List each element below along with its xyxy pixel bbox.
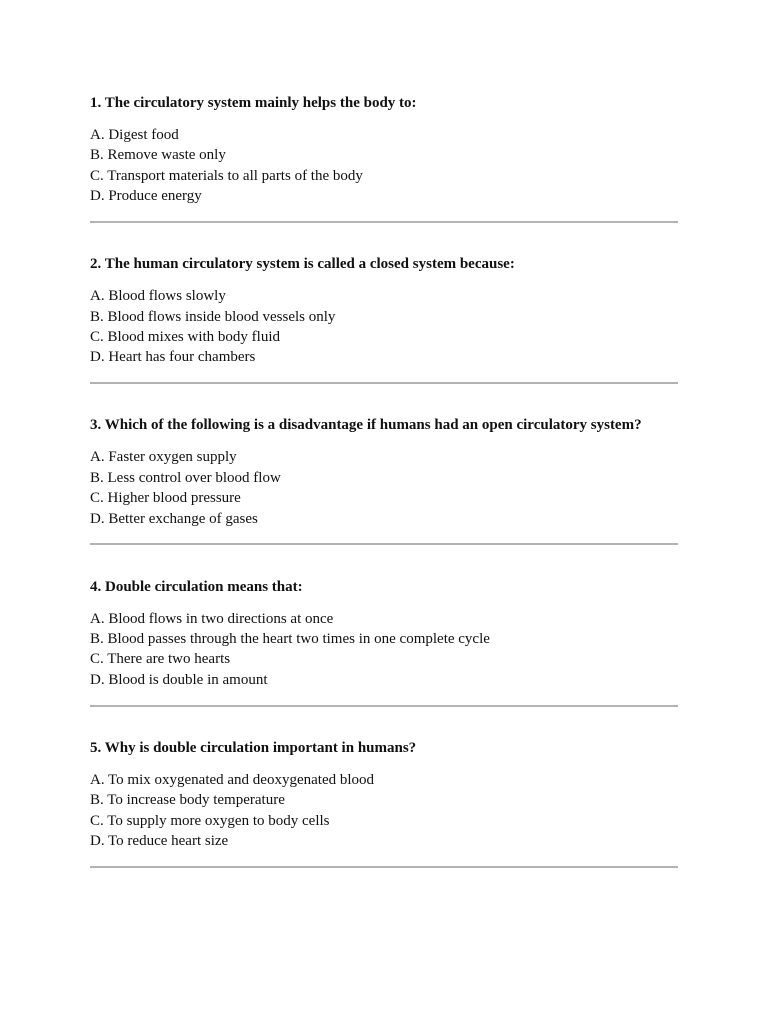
question-1 [90, 92, 678, 253]
option-b: B. Less control over blood flow [90, 469, 281, 486]
divider [90, 866, 678, 868]
option-list [90, 609, 678, 691]
option-c: C. Blood mixes with body fluid [90, 329, 281, 345]
question-title: 4. Double circulation means that: [90, 578, 303, 595]
option-a: A. To mix oxygenated and deoxygenated blood [90, 771, 375, 788]
question-3 [90, 414, 678, 575]
option-d: D. Blood is double in amount [90, 671, 268, 688]
option-a: A. Faster oxygen supply [90, 449, 237, 466]
option-d: D. Heart has four chambers [90, 349, 256, 366]
divider [90, 543, 678, 545]
quiz-document [90, 92, 678, 898]
question-title: 2. The human circulatory system is called a closed system because: [90, 256, 515, 273]
option-list [90, 125, 678, 207]
divider [90, 382, 678, 384]
option-d: D. Produce energy [90, 188, 202, 205]
option-c: C. To supply more oxygen to body cells [90, 812, 330, 829]
option-d: D. To reduce heart size [90, 832, 229, 849]
question-5 [90, 737, 678, 898]
question-title: 3. Which of the following is a disadvantage if humans had an open circulatory system? [90, 417, 642, 434]
question-4 [90, 576, 678, 737]
option-d: D. Better exchange of gases [90, 510, 258, 527]
option-b: B. Blood flows inside blood vessels only [90, 308, 336, 325]
question-2 [90, 253, 678, 414]
option-c: C. Transport materials to all parts of the body [90, 167, 363, 184]
question-title: 5. Why is double circulation important in humans? [90, 739, 417, 756]
question-title: 1. The circulatory system mainly helps the body to: [90, 95, 417, 111]
option-b: B. Remove waste only [90, 147, 226, 164]
option-b: B. Blood passes through the heart two times in one complete cycle [90, 630, 490, 647]
option-a: A. Blood flows in two directions at once [90, 610, 334, 627]
option-b: B. To increase body temperature [90, 792, 285, 809]
option-c: C. Higher blood pressure [90, 490, 241, 507]
option-a: A. Digest food [90, 127, 179, 143]
divider [90, 705, 678, 707]
option-list [90, 447, 678, 529]
divider [90, 221, 678, 223]
option-list [90, 770, 678, 852]
option-list [90, 286, 678, 368]
option-a: A. Blood flows slowly [90, 288, 226, 305]
option-c: C. There are two hearts [90, 651, 231, 668]
